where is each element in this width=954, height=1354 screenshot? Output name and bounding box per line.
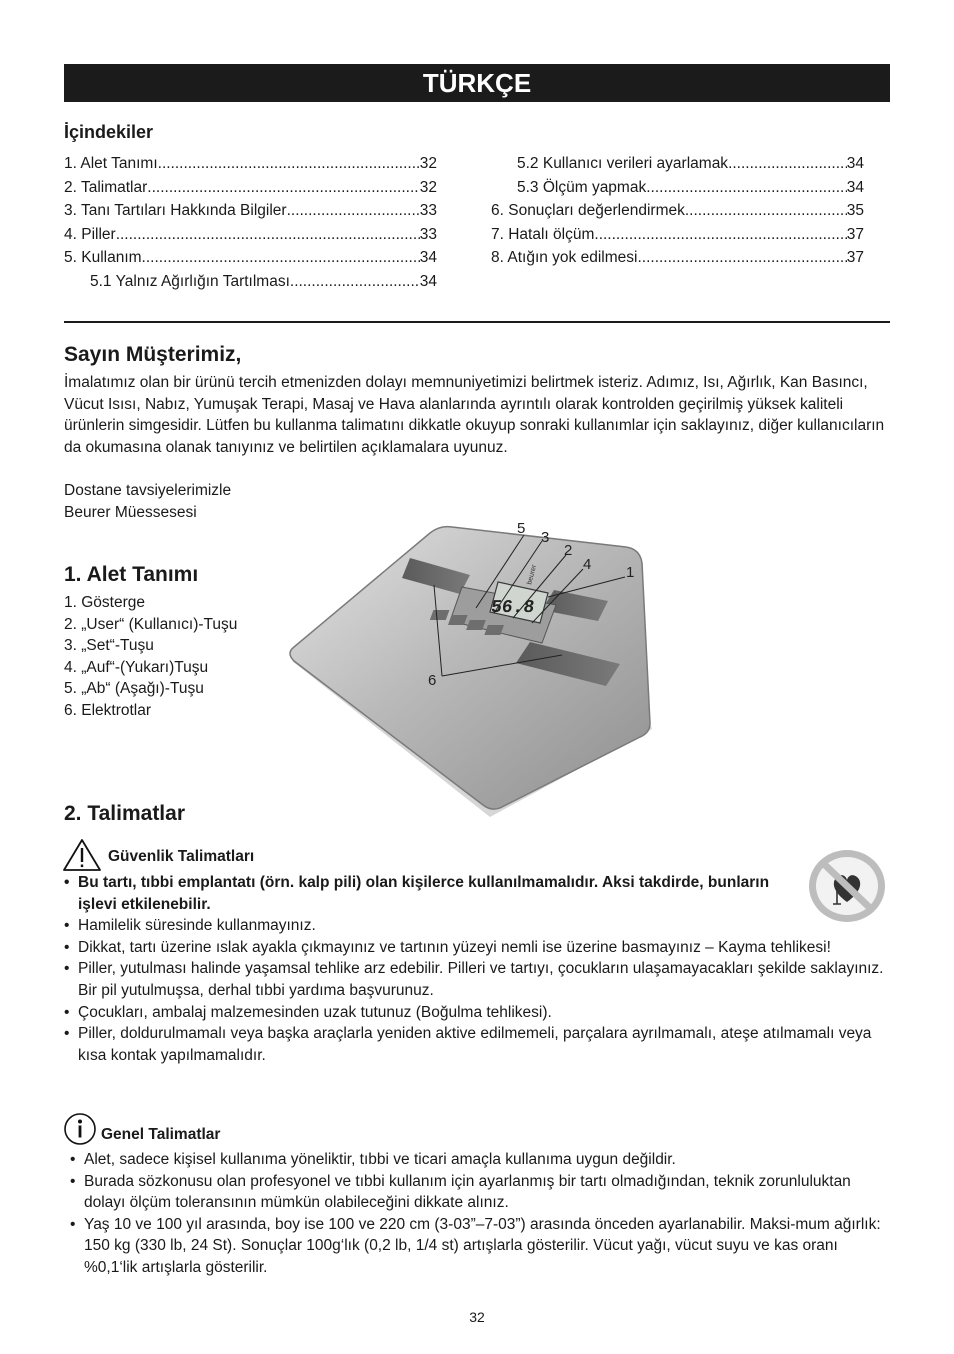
safety-list (64, 872, 892, 1066)
warning-triangle-icon (62, 838, 102, 872)
closing-line: Dostane tavsiyelerimizle (64, 482, 232, 499)
callout-4: 4 (583, 556, 592, 573)
list-item: • Bu tartı, tıbbi emplantatı (örn. kalp pili) olan kişilerce kullanılmamalıdır. Aksi takdirde, bunların işlevi etkilenebilir. (64, 872, 892, 915)
toc-entry: 7. Hatalı ölçüm ..... 37 (491, 223, 864, 247)
list-item: 4. „Auf“-(Yukarı)Tuşu (64, 658, 209, 676)
list-item: • Çocukları, ambalaj malzemesinden uzak tutunuz (Boğulma tehlikesi). (64, 1002, 892, 1024)
list-item: • Alet, sadece kişisel kullanıma yöneliktir, tıbbi ve ticari amaçla kullanıma uygun değildir. (76, 1149, 890, 1171)
instructions-heading: 2. Talimatlar (64, 802, 185, 825)
scale-illustration (280, 515, 660, 820)
general-list (76, 1149, 890, 1279)
list-item: • Burada sözkonusu olan profesyonel ve tıbbi kullanım için ayarlanmış bir tartı olmadığından, teknik zorunluluktan dolayı ölçüm toleransının mümkün olabileceğini dikkate alınız. (76, 1171, 890, 1214)
language-banner: TÜRKÇE (64, 64, 890, 102)
brand-logo: beurer (526, 564, 539, 586)
scale-display-value: 56.8 (489, 598, 536, 618)
toc-right-column (491, 152, 864, 270)
list-item: • Yaş 10 ve 100 yıl arasında, boy ise 100 ve 220 cm (3-03”–7-03”) arasında önceden ayarlanabilir. Maksi-mum ağırlık: 150 kg (330 lb, 24 St). Sonuçlar 100g‘lık (0,2 lb, 1/4 st) artışlarla gösterilir. Vücut yağı, vücut suyu ve kas oranı %0,1‘lik artışlarla gösterilir. (76, 1214, 890, 1279)
callout-3: 3 (541, 529, 550, 546)
general-heading: Genel Talimatlar (101, 1126, 221, 1143)
closing-block (64, 480, 231, 523)
list-item: 5. „Ab“ (Aşağı)-Tuşu (64, 680, 204, 698)
callout-1: 1 (626, 564, 635, 581)
page-number: 32 (469, 1309, 485, 1325)
toc-heading: İçindekiler (64, 122, 154, 142)
safety-heading: Güvenlik Talimatları (108, 848, 255, 865)
toc-entry: 5. Kullanım ..... 34 (64, 246, 437, 270)
list-item: 3. „Set“-Tuşu (64, 637, 154, 655)
info-icon (63, 1112, 97, 1146)
toc-entry: 8. Atığın yok edilmesi ..... 37 (491, 246, 864, 270)
list-item: • Hamilelik süresinde kullanmayınız. (64, 915, 892, 937)
toc-entry: 5.3 Ölçüm yapmak ..... 34 (491, 176, 864, 200)
signature-line: Beurer Müessesesi (64, 503, 197, 521)
list-item: • Dikkat, tartı üzerine ıslak ayakla çıkmayınız ve tartının yüzeyi nemli ise üzerine basmayınız – Kayma tehlikesi! (64, 937, 892, 959)
intro-paragraph: İmalatımız olan bir ürünü tercih etmenizden dolayı memnuniyetimizi belirtmek isteriz. Adımız, Isı, Ağırlık, Kan Basıncı, Vücut Isısı, Nabız, Yumuşak Terapi, Masaj ve Hava alanlarında ayrıntılı olarak kontrolden geçirilmiş yüksek kaliteli ürünlerin simgesidir. Lütfen bu kullanma talimatını dikkatle okuyup sonraki kullanımlar için saklayınız, diğer kullanıcıların da okumasına olanak tanıyınız ve belirtilen açıklamalara uyunuz. (64, 374, 885, 456)
list-item: 2. „User“ (Kullanıcı)-Tuşu (64, 615, 238, 633)
toc-left-column (64, 152, 437, 294)
device-parts-list (64, 592, 237, 722)
callout-2: 2 (564, 542, 573, 559)
list-item: 1. Gösterge (64, 594, 145, 611)
list-item: • Piller, yutulması halinde yaşamsal tehlike arz edebilir. Pilleri ve tartıyı, çocukların ulaşamayacakları şekilde saklayınız. Bir pil yutulmuşsa, derhal tıbbi yardıma başvurunuz. (64, 958, 892, 1001)
section-divider (64, 321, 890, 323)
toc-entry: 4. Piller ..... 33 (64, 223, 437, 247)
list-item: • Piller, doldurulmamalı veya başka araçlarla yeniden aktive edilmemeli, parçalara ayrılmamalı, ateşe atılmamalı veya kısa kontak yapılmamalıdır. (64, 1023, 892, 1066)
toc-entry: 5.1 Yalnız Ağırlığın Tartılması ..... 34 (64, 270, 437, 294)
list-item: 6. Elektrotlar (64, 701, 152, 719)
callout-6: 6 (428, 672, 437, 689)
device-description-heading: 1. Alet Tanımı (64, 563, 199, 586)
toc-entry: 6. Sonuçları değerlendirmek ..... 35 (491, 199, 864, 223)
callout-5: 5 (517, 520, 526, 537)
greeting-heading: Sayın Müşterimiz, (64, 343, 242, 366)
toc-entry: 2. Talimatlar ..... 32 (64, 176, 437, 200)
toc-entry: 5.2 Kullanıcı verileri ayarlamak ..... 34 (491, 152, 864, 176)
toc-entry: 1. Alet Tanımı ..... 32 (64, 152, 437, 176)
toc-entry: 3. Tanı Tartıları Hakkında Bilgiler ..... 33 (64, 199, 437, 223)
